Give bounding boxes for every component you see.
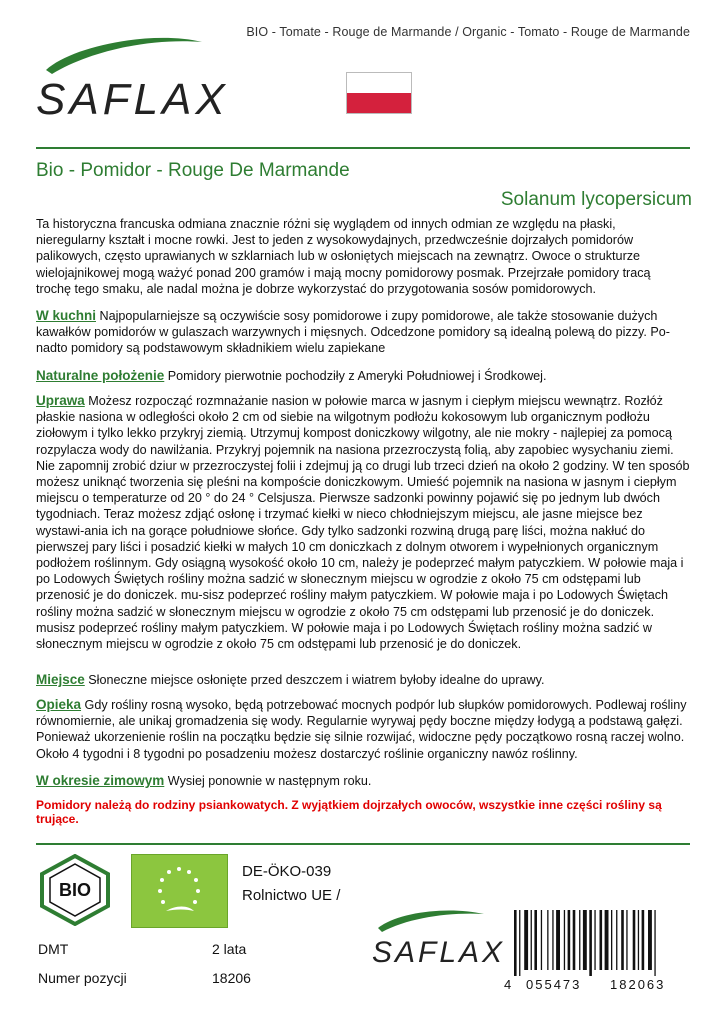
barcode-bar (579, 910, 580, 970)
dmt-label: DMT (38, 941, 69, 957)
barcode-bar (605, 910, 609, 970)
section-cultivation (36, 393, 690, 652)
location-text: Słoneczne miejsce osłonięte przed deszczem i wiatrem byłoby idealne do uprawy. (88, 673, 545, 687)
barcode-bar (633, 910, 636, 970)
barcode-bar (583, 910, 587, 970)
barcode-bar (524, 910, 528, 970)
section-origin (36, 368, 690, 384)
barcode-bar (547, 910, 548, 970)
barcode-bar (534, 910, 537, 970)
barcode-bar (638, 910, 639, 970)
header-rule (36, 147, 690, 149)
barcode-bar (600, 910, 603, 970)
kitchen-text: Najpopularniejsze są oczywiście sosy pomidorowe i zupy pomidorowe, ale także stosowanie dużych kawałków pomidorów w gulaszach warzywnych i mięsnych. Odcedzone pomidory są idealną polewą do pizzy. Po-nadto pomidory są podstawowym składnikiem wielu zapiekane (36, 309, 670, 356)
top-line: BIO - Tomate - Rouge de Marmande / Organic - Tomato - Rouge de Marmande (246, 25, 690, 39)
poland-flag-icon (346, 72, 412, 114)
product-title: Bio - Pomidor - Rouge De Marmande (36, 160, 350, 181)
barcode-bar (519, 910, 520, 976)
cultivation-text: Możesz rozpocząć rozmnażanie nasion w połowie marca w jasnym i ciepłym miejscu wewnątrz. Rozłóż płaskie nasiona w odległości około 2 cm od siebie na wilgotnym podłożu kokosowym lub organicznym podłożu ziołowym i tylko lekko przykryj ziemią. Utrzymuj kompost doniczkowy wilgotny, ale nie mokry - najlepiej za pomocą rozpylacza wody do nawilżania. Przykryj pojemnik na nasiona przezroczystą folią, aby zapobiec wysychaniu ziemi. Nie zapomnij zrobić dziur w przezroczystej folii i zdejmuj ją co drugi lub trzeci dzień na około 2 godziny. W ten sposób możesz uniknąć tworzenia się pleśni na kompoście doniczkowym. Umieść pojemnik na nasiona w jasnym i ciepłym miejscu o temperaturze od 20 ° do 24 ° Celsjusza. Pierwsze sadzonki powinny pojawić się po jednym lub dwóch tygodniach. Teraz możesz zdjąć osłonę i trzymać kiełki w nieco chłodniejszym miejscu, ale jasne miejsce bez wystawi-ania ich na gorące południowe słońce. Gdy tylko sadzonki rozwiną drugą parę liści, można nakłuć do pierwszej pary liści i posadzić kiełki w małych 10 cm doniczkach z dolnym otworem i wypełnionych organicznym podłożem roślinnym. Gdy osiągną wysokość około 10 cm, należy je podeprzeć małym patyczkiem. W połowie maja i po Lodowych Świętych rośliny można sadzić w słonecznym miejscu w ogrodzie z około 75 cm odstępami lub przenosić je do doniczek. mu-sisz podeprzeć rośliny małym patyczkiem. W połowie maja i po Lodowych Świętach rośliny można sadzić w słonecznym miejscu w ogrodzie z około 75 cm odstępami lub przenosić je do doniczek. musisz podeprzeć rośliny małym patyczkiem. W połowie maja i po Lodowych Świętach rośliny można sadzić w słonecznym miejscu w ogrodzie z około 75 cm odstępami lub przenosić je do doniczek. (36, 394, 690, 652)
footer-rule (36, 843, 690, 845)
dmt-value: 2 lata (212, 941, 247, 957)
care-heading: Opieka (36, 697, 82, 712)
barcode-bar (568, 910, 571, 970)
item-number-label: Numer pozycji (38, 970, 127, 986)
saflax-logo-bottom (368, 900, 508, 972)
barcode-bar (648, 910, 652, 970)
barcode-bar (589, 910, 592, 976)
logo-bottom-text: SAFLAX (372, 936, 506, 969)
intro-paragraph: Ta historyczna francuska odmiana znacznie różni się wyglądem od innych odmian ze względu na płaski, nieregularny kształt i mocne rowki. Jest to jeden z wysokowydajnych, przedwcześnie dojrzałych pomidorów palikowych, często uprawianych w szklarniach lub w osłoniętych miejscach na zewnątrz. Owoce o strukturze wielojajnikowej mogą ważyć ponad 200 gramów i mają mocny pomidorowy posmak. Przejrzałe pomidory tracą trochę tego smaku, ale nadal można je dobrze wykorzystać do przygotowania sosów pomidorowych. (36, 217, 651, 296)
barcode-bar (611, 910, 612, 970)
origin-text: Pomidory pierwotnie pochodziły z Ameryki Południowej i Środkowej. (167, 369, 547, 383)
barcode-bar (616, 910, 617, 970)
barcode-bar (621, 910, 624, 970)
barcode-left-group: 055473 (526, 977, 582, 992)
barcode-bar (541, 910, 542, 970)
barcode-first-digit: 4 (504, 977, 512, 992)
barcode-bar (573, 910, 576, 970)
latin-name: Solanum lycopersicum (500, 189, 692, 210)
bio-seal-label: BIO (58, 880, 92, 900)
location-heading: Miejsce (36, 672, 85, 687)
cert-agriculture: Rolnictwo UE / (242, 887, 341, 904)
logo-text: SAFLAX (36, 75, 229, 124)
cultivation-heading: Uprawa (36, 393, 85, 408)
kitchen-heading: W kuchni (36, 308, 96, 323)
barcode-bar (654, 910, 655, 976)
cert-code: DE-ÖKO-039 (242, 863, 332, 880)
section-kitchen (36, 308, 690, 357)
winter-text: Wysiej ponownie w następnym roku. (167, 774, 372, 788)
intro-text (36, 216, 688, 297)
barcode-bar (594, 910, 595, 970)
barcode-bar (626, 910, 627, 970)
barcode-bar (642, 910, 645, 970)
barcode-bar (531, 910, 532, 970)
barcode-bar (514, 910, 517, 976)
section-winter (36, 773, 690, 789)
winter-heading: W okresie zimowym (36, 773, 165, 788)
barcode-bar (556, 910, 560, 970)
toxicity-warning: Pomidory należą do rodziny psiankowatych. Z wyjątkiem dojrzałych owoców, wszystkie inne części rośliny są trujące. (36, 798, 662, 826)
barcode-bar (564, 910, 565, 970)
section-care (36, 697, 690, 762)
bio-seal-icon (36, 854, 114, 926)
saflax-logo (32, 26, 232, 126)
item-number-value: 18206 (212, 970, 251, 986)
section-location (36, 672, 690, 688)
care-text: Gdy rośliny rosną wysoko, będą potrzebować mocnych podpór lub słupków pomidorowych. Podlewaj rośliny równomiernie, ale unikaj gromadzenia się wody. Regularnie wyrywaj pędy boczne między łodygą a podstawą gałęzi. Ponieważ ukorzenienie roślin na początku będzie się silnie rozwijać, widoczne pędy początkowo rosną raczej wolno. Około 4 tygodni i 8 tygodni po posadzeniu możesz dostarczyć roślinie organiczny nawóz roślinny. (36, 698, 687, 761)
barcode-right-group: 182063 (610, 977, 666, 992)
origin-heading: Naturalne położenie (36, 368, 165, 383)
barcode-bar (552, 910, 553, 970)
eu-organic-leaf-icon (131, 854, 228, 928)
